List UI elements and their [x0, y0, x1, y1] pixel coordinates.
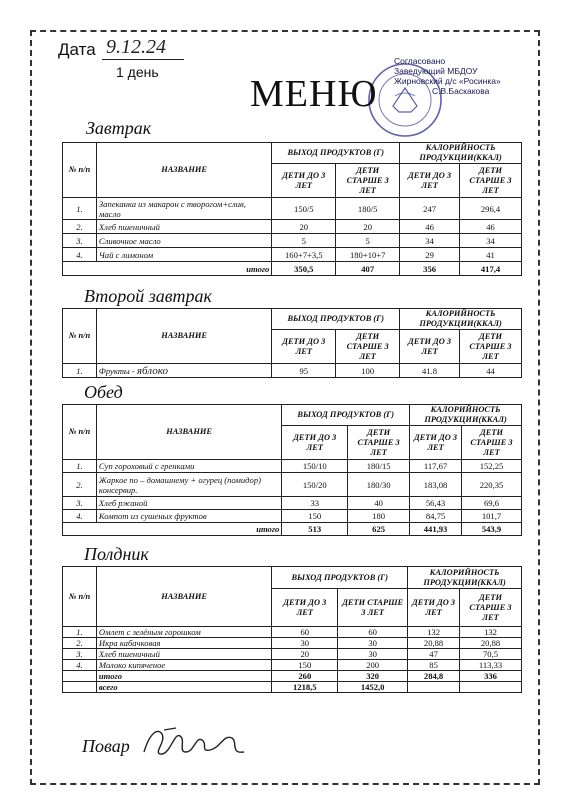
col-kids-over3: ДЕТИ СТАРШЕ 3 ЛЕТ [338, 589, 408, 627]
col-name: НАЗВАНИЕ [96, 143, 271, 198]
col-kids-over3: ДЕТИ СТАРШЕ 3 ЛЕТ [462, 426, 522, 460]
table-row: 4. Компот из сушеных фруктов 150 180 84,75 101,7 [63, 510, 522, 523]
table-row: 1. Суп гороховый с гренками 150/10 180/15 117,67 152,25 [63, 460, 522, 473]
col-calories: КАЛОРИЙНОСТЬ ПРОДУКЦИИ(ККАЛ) [400, 309, 522, 330]
table-row: 2. Жаркое по – домашнему + огурец (помидор) консервир. 150/20 180/30 183,08 220,35 [63, 473, 522, 497]
section-title-breakfast: Завтрак [86, 118, 152, 138]
col-calories: КАЛОРИЙНОСТЬ ПРОДУКЦИИ(ККАЛ) [400, 143, 522, 164]
approval-line: Жирновский д/с «Росинка» [394, 76, 501, 86]
col-num: № п/п [63, 405, 97, 460]
second-breakfast-table [62, 308, 522, 378]
col-yield: ВЫХОД ПРОДУКТОВ (Г) [272, 309, 400, 330]
col-calories: КАЛОРИЙНОСТЬ ПРОДУКЦИИ(ККАЛ) [408, 567, 522, 589]
table-row: 2. Хлеб пшеничный 20 20 46 46 [63, 220, 522, 234]
lunch-table [62, 404, 522, 536]
table-row: 2. Икра кабачковая 30 30 20,88 20,88 [63, 638, 522, 649]
section-title-snack: Полдник [84, 544, 149, 564]
breakfast-table [62, 142, 522, 276]
table-total-row: итого 350,5 407 356 417,4 [63, 262, 522, 276]
approval-line: С.В.Баскакова [432, 86, 490, 96]
section-title-lunch: Обед [84, 382, 123, 402]
col-kids-over3: ДЕТИ СТАРШЕ 3 ЛЕТ [348, 426, 410, 460]
date-value: 9.12.24 [102, 36, 184, 60]
day-label: 1 день [116, 64, 159, 80]
col-kids-to3: ДЕТИ ДО 3 ЛЕТ [272, 330, 336, 364]
handwritten-fruit: яблоко [136, 364, 168, 377]
col-kids-to3: ДЕТИ ДО 3 ЛЕТ [408, 589, 460, 627]
col-name: НАЗВАНИЕ [96, 405, 281, 460]
table-total-row: итого 260 320 284,8 336 [63, 671, 522, 682]
col-num: № п/п [63, 143, 97, 198]
page-title: МЕНЮ [250, 73, 378, 115]
cook-label: Повар [82, 736, 130, 756]
table-row: 1. Запеканка из макарон с творогом+слив, масло 150/5 180/5 247 296,4 [63, 198, 522, 220]
col-kids-to3: ДЕТИ ДО 3 ЛЕТ [410, 426, 462, 460]
date-label: Дата [58, 40, 96, 59]
table-row: 3. Хлеб ржаной 33 40 56,43 69,6 [63, 497, 522, 510]
col-kids-to3: ДЕТИ ДО 3 ЛЕТ [272, 589, 338, 627]
table-row: 3. Сливочное масло 5 5 34 34 [63, 234, 522, 248]
col-kids-over3: ДЕТИ СТАРШЕ 3 ЛЕТ [336, 164, 400, 198]
col-kids-over3: ДЕТИ СТАРШЕ 3 ЛЕТ [460, 164, 522, 198]
table-row: 3. Хлеб пшеничный 20 30 47 70,5 [63, 649, 522, 660]
col-name: НАЗВАНИЕ [96, 309, 271, 364]
col-kids-to3: ДЕТИ ДО 3 ЛЕТ [400, 164, 460, 198]
col-num: № п/п [63, 309, 97, 364]
table-grand-total-row: всего 1218,5 1452,0 [63, 682, 522, 693]
table-row: 4. Молоко кипяченое 150 200 85 113,33 [63, 660, 522, 671]
snack-table [62, 566, 522, 693]
col-num: № п/п [63, 567, 97, 627]
table-row: 1. Фрукты - яблоко 95 100 41.8 44 [63, 364, 522, 378]
approval-line: Заведующий МБДОУ [394, 66, 478, 76]
col-name: НАЗВАНИЕ [96, 567, 271, 627]
col-kids-over3: ДЕТИ СТАРШЕ 3 ЛЕТ [460, 589, 522, 627]
col-calories: КАЛОРИЙНОСТЬ ПРОДУКЦИИ(ККАЛ) [410, 405, 522, 426]
col-kids-over3: ДЕТИ СТАРШЕ 3 ЛЕТ [460, 330, 522, 364]
table-row: 4. Чай с лимоном 160+7+3,5 180+10+7 29 41 [63, 248, 522, 262]
signature-icon [140, 722, 250, 762]
col-yield: ВЫХОД ПРОДУКТОВ (Г) [282, 405, 410, 426]
approval-block [394, 56, 501, 96]
section-title-second-breakfast: Второй завтрак [84, 286, 212, 306]
table-total-row: итого 513 625 441,93 543,9 [63, 523, 522, 536]
approval-line: Согласовано [394, 56, 446, 66]
col-kids-to3: ДЕТИ ДО 3 ЛЕТ [282, 426, 348, 460]
col-yield: ВЫХОД ПРОДУКТОВ (Г) [272, 567, 408, 589]
col-kids-over3: ДЕТИ СТАРШЕ 3 ЛЕТ [336, 330, 400, 364]
col-kids-to3: ДЕТИ ДО 3 ЛЕТ [400, 330, 460, 364]
col-kids-to3: ДЕТИ ДО 3 ЛЕТ [272, 164, 336, 198]
col-yield: ВЫХОД ПРОДУКТОВ (Г) [272, 143, 400, 164]
table-row: 1. Омлет с зелёным горошком 60 60 132 132 [63, 627, 522, 638]
